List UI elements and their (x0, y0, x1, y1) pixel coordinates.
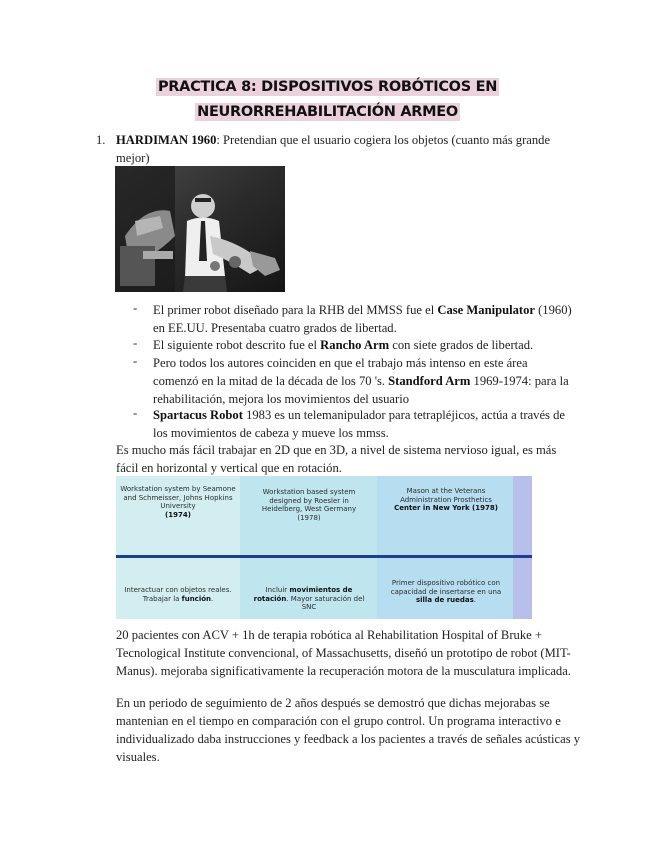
bullet-marker: - (133, 301, 138, 315)
timeline-top-2 (250, 488, 368, 522)
timeline-bold: silla de ruedas (415, 596, 474, 604)
bullet-bold: Spartacus Robot (153, 408, 243, 422)
bullet-text: El siguiente robot descrito fue el (153, 338, 321, 352)
bullet-marker: - (133, 354, 138, 368)
list-number: 1. (96, 133, 106, 147)
timeline-text: Incluir (265, 586, 290, 594)
paragraph-2d-3d: Es mucho más fácil trabajar en 2D que en 3D, a nivel de sistema nervioso igual, es más fácil en horizontal y vertical que en rotación. (116, 443, 557, 475)
bullet-bold: Case Manipulator (437, 303, 535, 317)
bullet-text: con siete grados de libertad. (389, 338, 534, 352)
timeline-year: (1974) (165, 510, 191, 519)
bullet-bold: Rancho Arm (320, 338, 390, 352)
hardiman-photo (115, 166, 285, 292)
timeline-figure (116, 476, 532, 619)
bullet-case-manipulator (153, 301, 573, 337)
bullet-spartacus-robot (153, 406, 573, 442)
timeline-bottom-1 (120, 586, 236, 603)
bullet-marker: - (133, 406, 138, 420)
timeline-text: . (211, 594, 214, 603)
bullet-text: 1983 es un telemanipulador para tetrapléjicos, actúa a través de los movimientos de cabeza y mueve los mmss. (153, 408, 565, 440)
timeline-text: Interactuar con objetos reales. Trabajar la (124, 586, 232, 603)
timeline-axis-line (116, 555, 532, 558)
timeline-year: (1978) (297, 513, 321, 522)
bullet-standford-arm (153, 354, 573, 408)
timeline-bold: movimientos de rotación (253, 586, 353, 603)
hardiman-text: : Pretendian que el usuario cogiera los objetos (cuanto más grande mejor) (116, 133, 551, 165)
bullet-text: 1969-1974: para la rehabilitación, mejora los movimientos del usuario (153, 374, 569, 406)
timeline-text: . Mayor saturación del SNC (286, 594, 365, 611)
timeline-top-1 (120, 485, 236, 519)
timeline-top-3 (386, 487, 506, 513)
bullet-text: Pero todos los autores coinciden en que el trabajo más intenso en este área comenzó en la mitad de la década de los 70 's. (153, 356, 528, 388)
timeline-text: Primer dispositivo robótico con capacidad de insertarse en una (390, 579, 502, 596)
hardiman-robot-photo-image (115, 166, 285, 292)
paragraph-mit-manus: 20 pacientes con ACV + 1h de terapia robótica al Rehabilitation Hospital of Bruke + Tecnological Institute convencional, of Massachusetts, diseñó un prototipo de robot (MIT-Manus). mejoraba significativamente la recuperación motora de la musculatura implicada. (116, 628, 571, 678)
paragraph-follow-up: En un periodo de seguimiento de 2 años después se demostró que dichas mejorabas se mantenian en el tiempo en comparación con el grupo control. Un programa interactivo e individualizado daba instrucciones y feedback a los pacientes a través de señales acústicas y visuales. (116, 696, 581, 764)
page-title-line-2: NEURORREHABILITACIÓN ARMEO (197, 104, 458, 120)
hardiman-name: HARDIMAN 1960 (116, 133, 217, 147)
timeline-bottom-3 (384, 579, 508, 605)
hardiman-paragraph (116, 131, 586, 167)
timeline-text: . (473, 596, 477, 604)
timeline-column-4 (513, 476, 532, 619)
bullet-marker: - (133, 336, 138, 350)
timeline-text: Workstation system by Seamone and Schmeisser, Johns Hopkins University (120, 485, 236, 510)
timeline-bold: función (181, 594, 212, 603)
timeline-bottom-2 (250, 586, 368, 612)
timeline-text: Workstation based system designed by Roesler in Heidelberg, West Germany (261, 488, 357, 513)
bullet-rancho-arm (153, 336, 573, 354)
bullet-text: (1960) en EE.UU. Presentaba cuatro grados de libertad. (153, 303, 572, 335)
timeline-year: Center in New York (1978) (394, 504, 498, 512)
bullet-text: El primer robot diseñado para la RHB del MMSS fue el (153, 303, 438, 317)
page-title-line-1: PRACTICA 8: DISPOSITIVOS ROBÓTICOS EN (157, 79, 498, 95)
bullet-bold: Standford Arm (388, 374, 471, 388)
timeline-text: Mason at the Veterans Administration Prosthetics (400, 487, 492, 504)
